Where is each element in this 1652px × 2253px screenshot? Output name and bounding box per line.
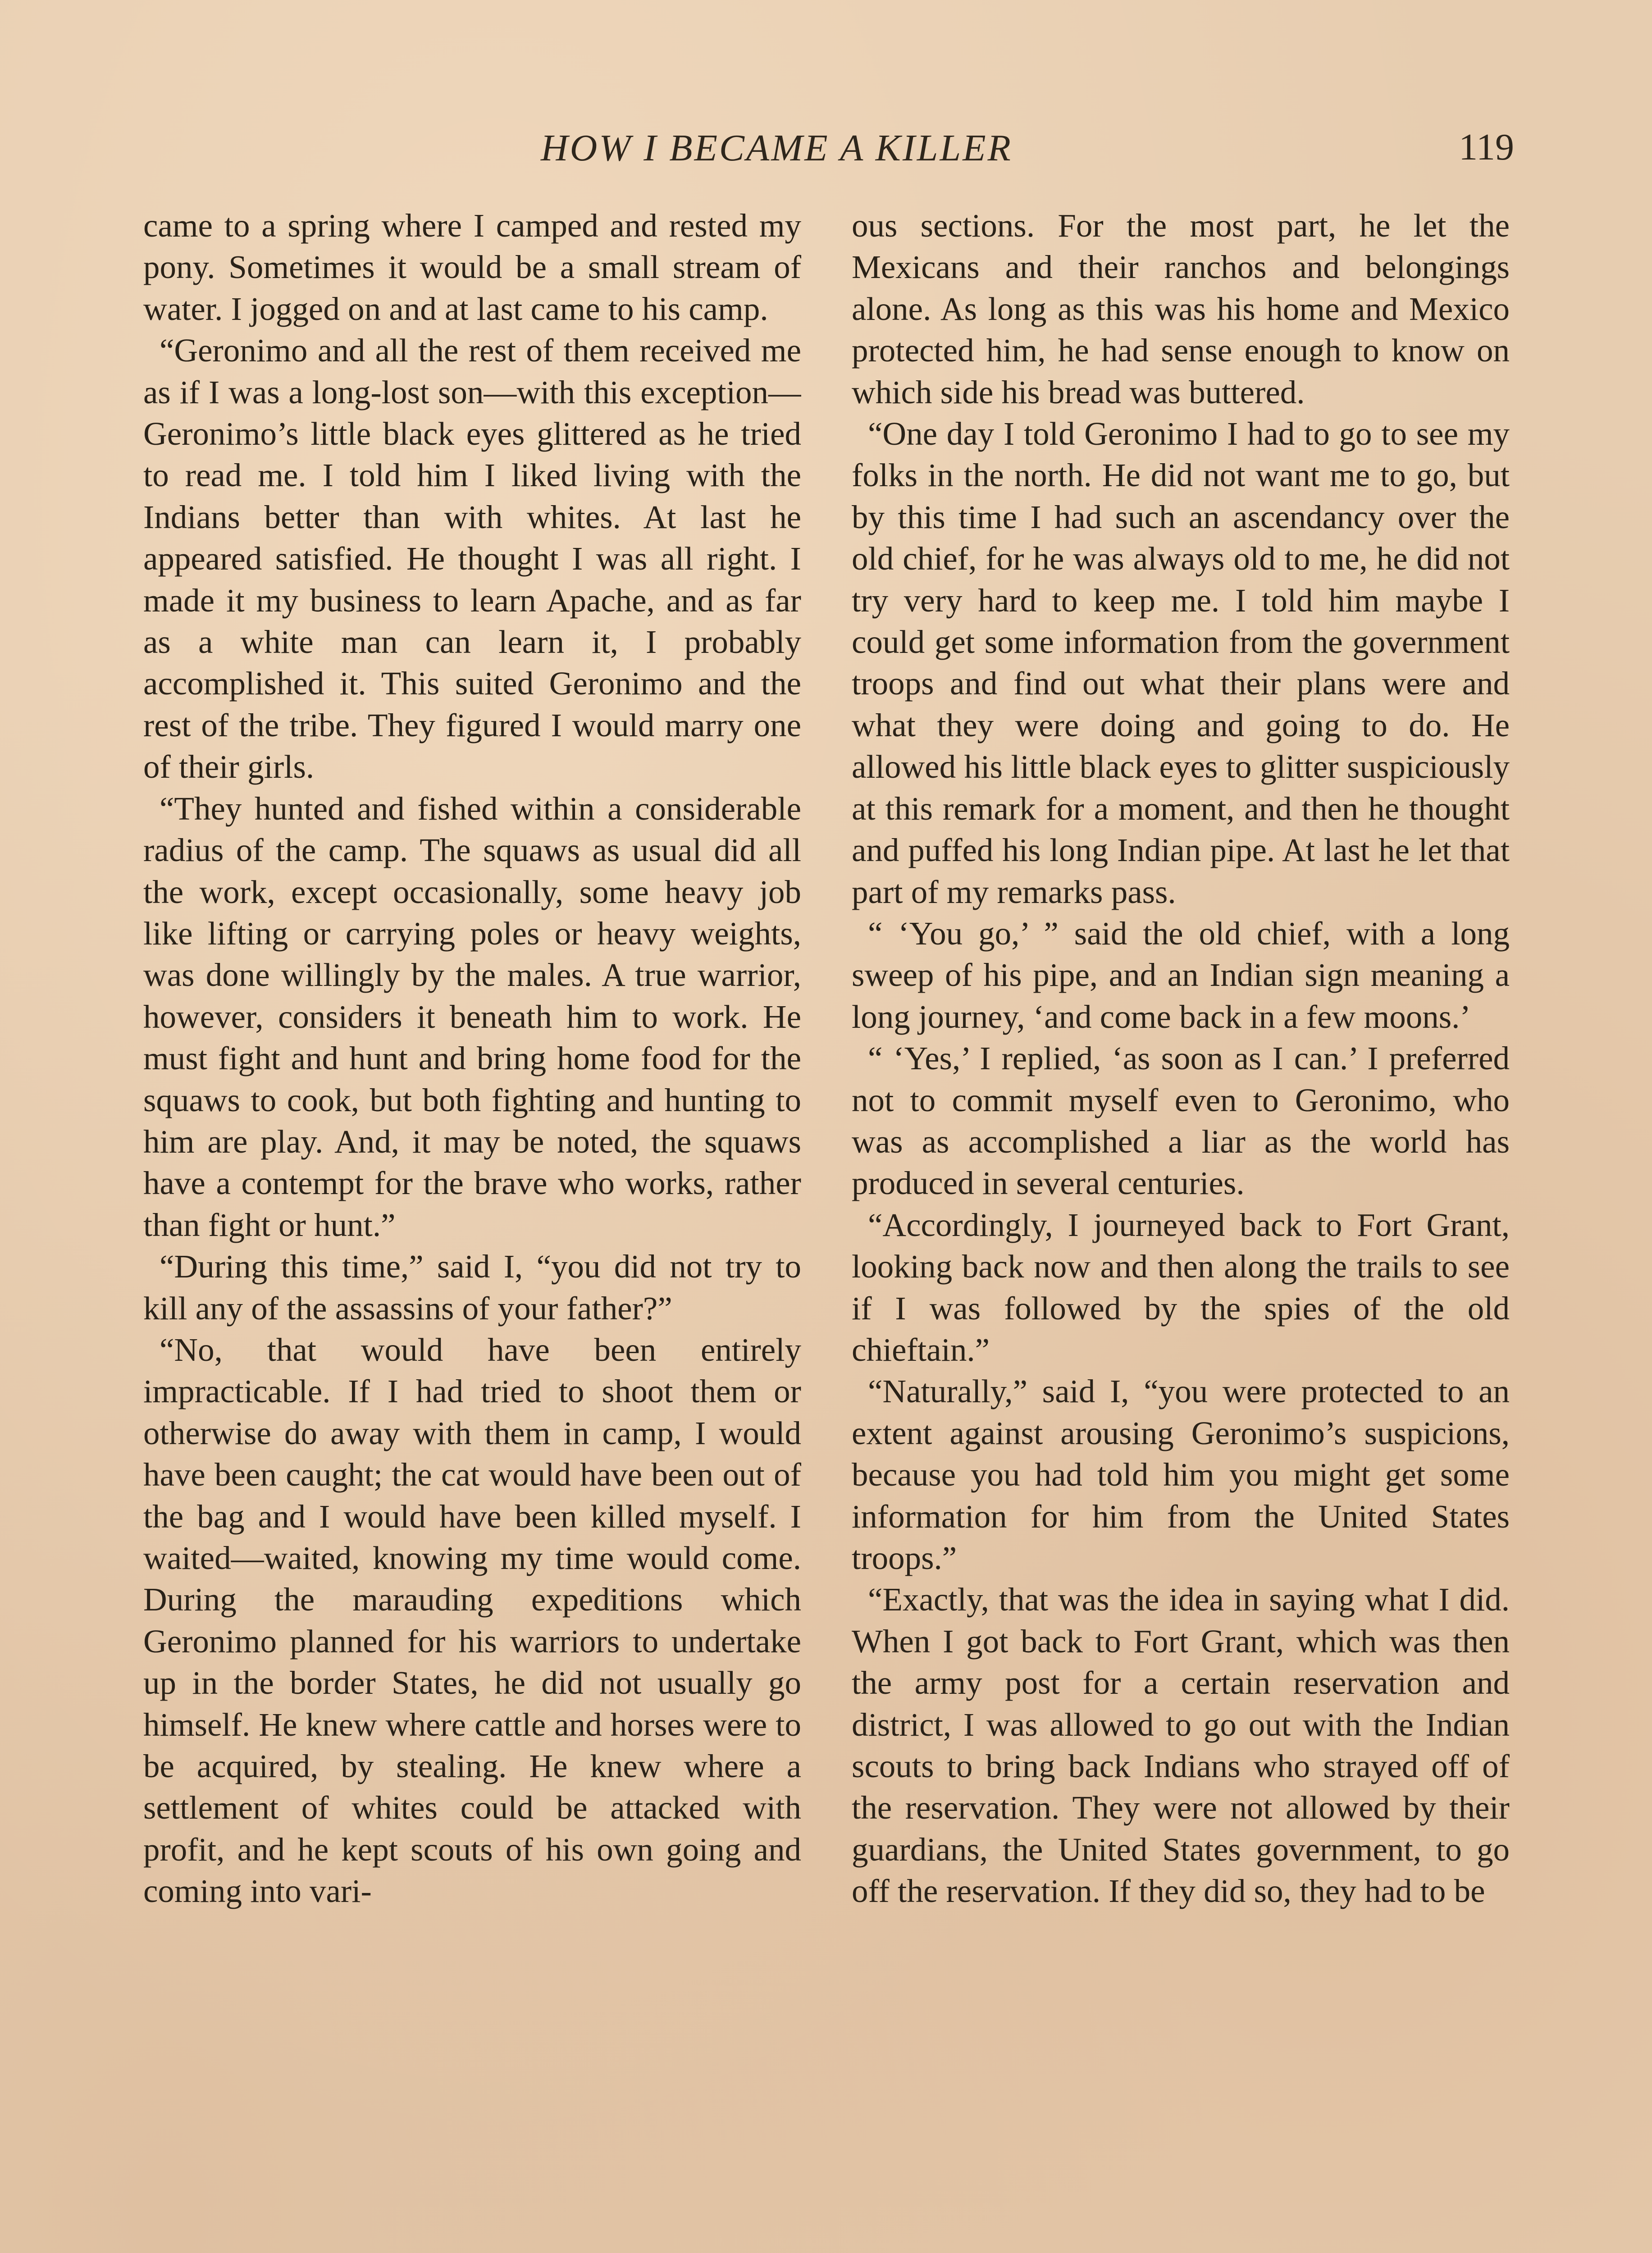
- right-column: [852, 205, 1510, 2253]
- paragraph: “During this time,” said I, “you did not try to kill any of the assassins of your father?”: [143, 1248, 801, 1327]
- paragraph: “No, that would have been entirely impracticable. If I had tried to shoot them or otherwise do away with them in camp, I would have been caught; the cat would have been out of the bag and I would have been killed myself. I waited—waited, knowing my time would come. During the marauding expeditions which Geronimo planned for his warriors to undertake up in the border States, he did not usually go himself. He knew where cattle and horses were to be acquired, by stealing. He knew where a settlement of whites could be attacked with profit, and he kept scouts of his own going and coming into vari-: [143, 1331, 801, 1910]
- running-head: HOW I BECAME A KILLER: [541, 127, 1013, 169]
- paragraph: “Geronimo and all the rest of them received me as if I was a long-lost son—with this exception—Geronimo’s little black eyes glittered as he tried to read me. I told him I liked living with the Indians better than with whites. At last he appeared satisfied. He thought I was all right. I made it my business to learn Apache, and as far as a white man can learn it, I probably accomplished it. This suited Geronimo and the rest of the tribe. They figured I would marry one of their girls.: [143, 332, 801, 785]
- paragraph: “Exactly, that was the idea in saying what I did. When I got back to Fort Grant, which was then the army post for a certain reservation and district, I was allowed to go out with the Indian scouts to bring back Indians who strayed off of the reservation. They were not allowed by their guardians, the United States government, to go off the reservation. If they did so, they had to be: [852, 1581, 1510, 1910]
- paragraph: ous sections. For the most part, he let the Mexicans and their ranchos and belongings alone. As long as this was his home and Mexico protected him, he had sense enough to know on which side his bread was buttered.: [852, 207, 1510, 410]
- page-number: 119: [1459, 126, 1514, 168]
- paragraph: “Accordingly, I journeyed back to Fort Grant, looking back now and then along the trails to see if I was followed by the spies of the old chieftain.”: [852, 1206, 1510, 1368]
- paragraph: “ ‘You go,’ ” said the old chief, with a long sweep of his pipe, and an Indian sign meaning a long journey, ‘and come back in a few moons.’: [852, 915, 1510, 1035]
- left-column: [143, 205, 801, 2253]
- paragraph: “One day I told Geronimo I had to go to see my folks in the north. He did not want me to go, but by this time I had such an ascendancy over the old chief, for he was always old to me, he did not try very hard to keep me. I told him maybe I could get some information from the government troops and find out what their plans were and what they were doing and going to do. He allowed his little black eyes to glitter suspiciously at this remark for a moment, and then he thought and puffed his long Indian pipe. At last he let that part of my remarks pass.: [852, 415, 1510, 910]
- paragraph: came to a spring where I camped and rested my pony. Sometimes it would be a small stream of water. I jogged on and at last came to his camp.: [143, 207, 801, 327]
- paragraph: “They hunted and fished within a considerable radius of the camp. The squaws as usual did all the work, except occasionally, some heavy job like lifting or carrying poles or heavy weights, was done willingly by the males. A true warrior, however, considers it beneath him to work. He must fight and hunt and bring home food for the squaws to cook, but both fighting and hunting to him are play. And, it may be noted, the squaws have a contempt for the brave who works, rather than fight or hunt.”: [143, 790, 801, 1243]
- paragraph: “ ‘Yes,’ I replied, ‘as soon as I can.’ I preferred not to commit myself even to Geronimo, who was as accomplished a liar as the world has produced in several centuries.: [852, 1040, 1510, 1202]
- paragraph: “Naturally,” said I, “you were protected to an extent against arousing Geronimo’s suspicions, because you had told him you might get some information for him from the United States troops.”: [852, 1373, 1510, 1576]
